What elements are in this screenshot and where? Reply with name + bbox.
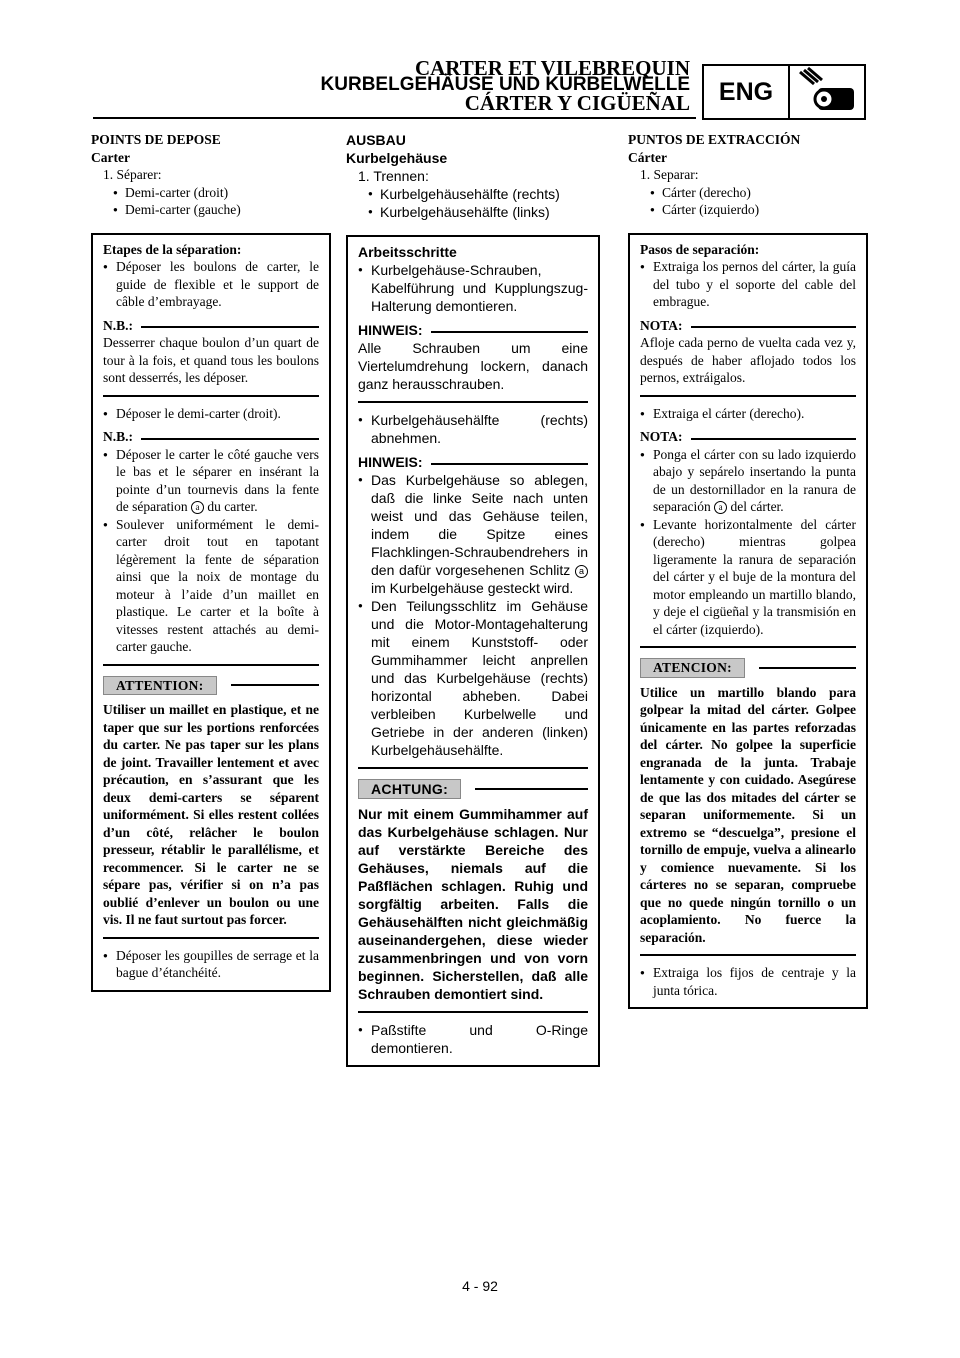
step: 1. Separar: <box>640 167 699 182</box>
note-item: ● Den Teilungsschlitz im Gehäuse und die Motor-Montagehalterung mit einem Kunststoff- oder Gummihammer leicht anprellen und das Kurbelgehäuse (rechts) horizontal abheben. Dabei verbleiben Kurbelwelle und Getriebe in der anderen (linken) Kurbelgehäusehälfte. <box>358 597 588 759</box>
page-number: 4 - 92 <box>462 1278 498 1294</box>
list-item: ● Cárter (izquierdo) <box>628 201 868 219</box>
note-item: ● Soulever uniformément le demi-carter droit tout en tapotant légèrement la fente de séparation ainsi que la noix de montage du moteur à l’aide d’un maillet en plastique. Le carter et la boîte à vitesses restent attachés au demi-carter gauche. <box>103 516 319 656</box>
caution-header: ACHTUNG: <box>358 779 588 799</box>
procedure-step: ● Kurbelgehäusehälfte (rechts) abnehmen. <box>358 411 588 447</box>
note-text: Afloje cada perno de vuelta cada vez y, después de haber aflojado todos los pernos, extráigalos. <box>640 335 856 385</box>
note-text: Alle Schrauben um eine Viertelumdrehung lockern, danach ganz herausschrauben. <box>358 340 588 392</box>
note-header: NOTA: <box>640 317 856 335</box>
callout-mark: a <box>714 501 727 514</box>
subheading: Cárter <box>628 149 667 165</box>
callout-mark: a <box>191 501 204 514</box>
heading: AUSBAU <box>346 132 406 148</box>
note-item: ● Ponga el cárter con su lado izquierdo abajo y sepárelo insertando la punta de un destornillador en la ranura de separación a del cárter. <box>640 446 856 516</box>
steps-title: Etapes de la séparation: <box>103 241 242 257</box>
column-french <box>91 131 331 992</box>
steps-title: Pasos de separación: <box>640 241 760 257</box>
note-text: Desserrer chaque boulon d’un quart de tour à la fois, et quand tous les boulons sont desserrés, les déposer. <box>103 335 319 385</box>
step: 1. Séparer: <box>103 167 162 182</box>
procedure-step: ● Extraiga los pernos del cárter, la guía del tubo y el soporte del cable del embrague. <box>640 258 856 311</box>
column-german <box>346 131 600 1067</box>
note-item: ● Déposer le carter le côté gauche vers le bas et le séparer en insérant la pointe d’un tournevis dans la fente de séparation a du carter. <box>103 446 319 516</box>
step: 1. Trennen: <box>358 168 429 184</box>
caution-text: Utilice un martillo blando para golpear la mitad del cárter. Golpee únicamente en las partes reforzadas del cárter. No golpee la superficie engranada de la junta. Trabaje lentamente y con cuidado. Asegúrese de que las dos mitades del cárter se separan uniformemente. Si un extremo se “descuelga”, presione el tornillo de empuje, vuelva a alinearlo y comience nuevamente. Si los cárteres no se separan, compruebe que no quede ningún tornillo o un acoplamiento. No fuerce la separación. <box>640 684 856 945</box>
procedure-step: ● Extraiga los fijos de centraje y la junta tórica. <box>640 964 856 999</box>
section-tag-box <box>702 64 866 120</box>
caution-text: Utiliser un maillet en plastique, et ne taper que sur les portions renforcées du carter. Ne pas taper sur les plans de joint. Travailler lentement et avec précaution, en s’assurant que les deux demi-carters se séparent uniformément. Si elles restent collées d’un côté, relâcher le boulon presseur, rétablir le parallélisme, et recommencer. Si le carter ne se sépare pas, vérifier si on n’a pas oublié d’enlever un boulon ou une vis. Il ne faut surtout pas forcer. <box>103 702 319 927</box>
list-item: ● Demi-carter (gauche) <box>91 201 331 219</box>
procedure-step: ● Déposer les boulons de carter, le guide de flexible et le support de câble d’embrayage. <box>103 258 319 311</box>
note-header: NOTA: <box>640 428 856 446</box>
header-title-fr: CARTER ET VILEBREQUIN <box>414 56 690 80</box>
note-header: N.B.: <box>103 317 319 335</box>
subheading: Kurbelgehäuse <box>346 150 448 166</box>
procedure-step: ● Déposer les goupilles de serrage et la bague d’étanchéité. <box>103 947 319 982</box>
callout-mark: a <box>575 565 588 578</box>
note-header: N.B.: <box>103 428 319 446</box>
note-item: ● Das Kurbelgehäuse so ablegen, daß die linke Seite nach unten weist und das Gehäuse teilen, indem die Spitze eines Flachklingen-Schraubendrehers in den dafür vorgesehenen Schlitz a im Kurbelgehäuse gesteckt wird. <box>358 471 588 597</box>
section-tag: ENG <box>704 66 790 118</box>
note-item: ● Levante horizontalmente del cárter (derecho) mientras golpea ligeramente la ranura de separación del cárter y el buje de la montura del motor empleando un martillo blando, y deje el cigüeñal y la transmisión en el cárter (izquierdo). <box>640 516 856 639</box>
procedure-box <box>91 233 331 992</box>
note-header: HINWEIS: <box>358 453 588 471</box>
column-spanish <box>628 131 868 1009</box>
procedure-step: ● Paßstifte und O-Ringe demontieren. <box>358 1021 588 1057</box>
header-title-es: CÁRTER Y CIGÜEÑAL <box>464 91 690 115</box>
engine-icon <box>790 66 864 118</box>
caution-header: ATENCION: <box>640 658 856 678</box>
header-rule <box>93 117 696 119</box>
procedure-box <box>346 235 600 1067</box>
caution-header: ATTENTION: <box>103 676 319 696</box>
procedure-step: ● Extraiga el cárter (derecho). <box>640 405 856 423</box>
subheading: Carter <box>91 149 130 165</box>
list-item: ● Kurbelgehäusehälfte (rechts) <box>346 185 600 203</box>
heading: PUNTOS DE EXTRACCIÓN <box>628 132 801 147</box>
procedure-step: ● Déposer le demi-carter (droit). <box>103 405 319 423</box>
procedure-box <box>628 233 868 1010</box>
heading: POINTS DE DEPOSE <box>91 132 221 147</box>
caution-text: Nur mit einem Gummihammer auf das Kurbelgehäuse schlagen. Nur auf verstärkte Bereiche des Gehäuses, niemals auf die Paßflächen schlagen. Ruhig und sorgfältig arbeiten. Falls die Gehäusehälften nicht gleichmäßig auseinandergehen, diese wieder zusammenbringen und von vorn beginnen. Sicherstellen, daß alle Schrauben demontiert sind. <box>358 806 588 1002</box>
list-item: ● Demi-carter (droit) <box>91 184 331 202</box>
steps-title: Arbeitsschritte <box>358 244 457 260</box>
list-item: ● Cárter (derecho) <box>628 184 868 202</box>
note-header: HINWEIS: <box>358 321 588 339</box>
list-item: ● Kurbelgehäusehälfte (links) <box>346 203 600 221</box>
header-title-de: KURBELGEHÄUSE UND KURBELWELLE <box>320 74 690 95</box>
procedure-step: ● Kurbelgehäuse-Schrauben, Kabelführung und Kupplungszug-Halterung demontieren. <box>358 261 588 315</box>
